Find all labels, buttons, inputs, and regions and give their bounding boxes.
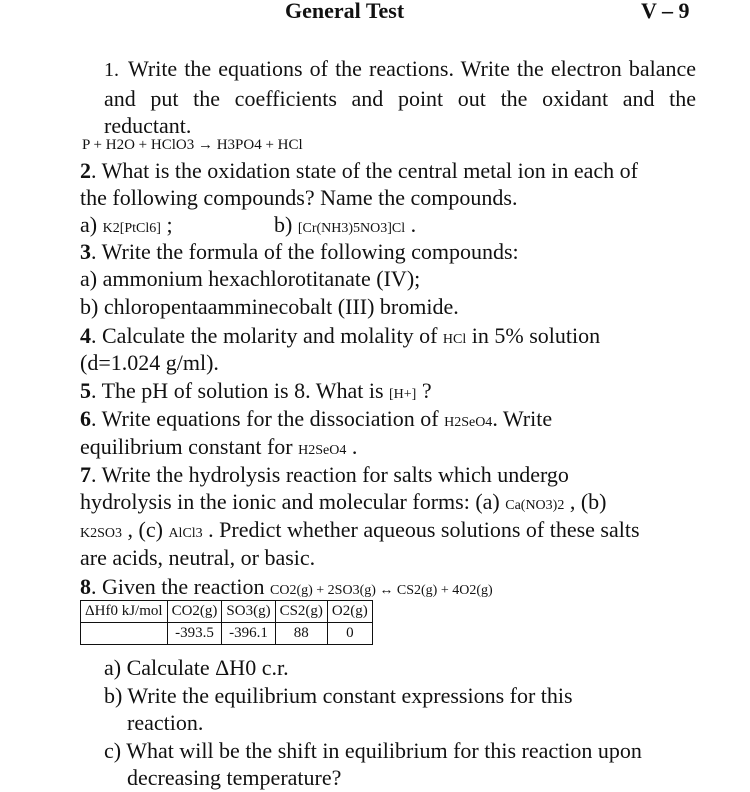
question-number: 1. [104, 59, 119, 81]
question-7-line-3: K2SO3 , (c) AlCl3 . Predict whether aqueous solutions of these salts [80, 517, 640, 542]
formula: H2SeO4 [298, 443, 347, 458]
question-3-line: 3. Write the formula of the following compounds: [80, 239, 519, 264]
question-8-line: 8. Given the reaction CO2(g) + 2SO3(g) ↔ CS2(g) + 4O2(g) [80, 574, 493, 599]
table-header-cell: ΔHf0 kJ/mol [81, 601, 168, 623]
table-row [81, 623, 373, 645]
formula: K2[PtCl6] [102, 221, 161, 236]
table-header-cell: CO2(g) [167, 601, 222, 623]
formula: K2SO3 [80, 526, 123, 541]
question-2-line-1: 2. What is the oxidation state of the central metal ion in each of [80, 158, 638, 183]
table-cell [81, 623, 168, 645]
page-title: General Test [285, 0, 405, 23]
formula: [H+] [389, 387, 417, 402]
question-6-line-2: equilibrium constant for H2SeO4 . [80, 434, 358, 459]
question-7-line-4: are acids, neutral, or basic. [80, 545, 316, 570]
question-7-line-1: 7. Write the hydrolysis reaction for salts which undergo [80, 462, 569, 487]
question-4-line-1: 4. Calculate the molarity and molality of HCl in 5% solution [80, 323, 601, 348]
table-cell: -396.1 [222, 623, 275, 645]
question-8-part-c-line-2: decreasing temperature? [127, 765, 342, 790]
question-2-part-a: a) K2[PtCl6] ; [80, 212, 173, 237]
question-number: 7 [80, 462, 91, 487]
question-8-part-b-line-2: reaction. [127, 710, 204, 735]
question-number: 8 [80, 574, 91, 599]
question-number: 4 [80, 323, 91, 348]
variant-label: V – 9 [641, 0, 690, 23]
formula: AlCl3 [168, 526, 203, 541]
formula: Ca(NO3)2 [505, 498, 565, 513]
question-6-line-1: 6. Write equations for the dissociation of H2SeO4. Write [80, 406, 553, 431]
formula: H2SeO4 [444, 415, 493, 430]
table-header-cell: CS2(g) [275, 601, 327, 623]
table-header-row [81, 601, 373, 623]
enthalpy-table [80, 600, 373, 645]
table-cell: 0 [327, 623, 372, 645]
question-8-part-b-line-1: b) Write the equilibrium constant expressions for this [104, 683, 573, 708]
question-number: 6 [80, 406, 91, 431]
table-cell: 88 [275, 623, 327, 645]
question-3-part-a: a) ammonium hexachlorotitanate (IV); [80, 266, 421, 291]
question-1 [104, 55, 696, 140]
question-7-line-2: hydrolysis in the ionic and molecular forms: (a) Ca(NO3)2 , (b) [80, 489, 607, 514]
question-number: 5 [80, 378, 91, 403]
formula: HCl [442, 332, 467, 347]
table-header-cell: SO3(g) [222, 601, 275, 623]
question-5-line: 5. The pH of solution is 8. What is [H+] ? [80, 378, 432, 403]
question-2-line-2: the following compounds? Name the compounds. [80, 185, 518, 210]
reaction-equation: CO2(g) + 2SO3(g) ↔ CS2(g) + 4O2(g) [270, 583, 493, 598]
table-cell: -393.5 [167, 623, 222, 645]
table-header-cell: O2(g) [327, 601, 372, 623]
question-8-part-a: a) Calculate ΔH0 c.r. [104, 655, 289, 680]
formula: [Cr(NH3)5NO3]Cl [297, 221, 406, 236]
question-4-line-2: (d=1.024 g/ml). [80, 350, 219, 375]
question-number: 2 [80, 158, 91, 183]
question-number: 3 [80, 239, 91, 264]
question-1-text: Write the equations of the reactions. Write the electron balance and put the coefficients and point out the oxidant and the reductant. [104, 56, 696, 138]
question-3-part-b: b) chloropentaamminecobalt (III) bromide. [80, 294, 459, 319]
question-1-equation: P + H2O + HClO3 → H3PO4 + HCl [82, 137, 303, 153]
question-8-part-c-line-1: c) What will be the shift in equilibrium for this reaction upon [104, 738, 642, 763]
question-2-part-b: b) [Cr(NH3)5NO3]Cl . [274, 212, 417, 237]
